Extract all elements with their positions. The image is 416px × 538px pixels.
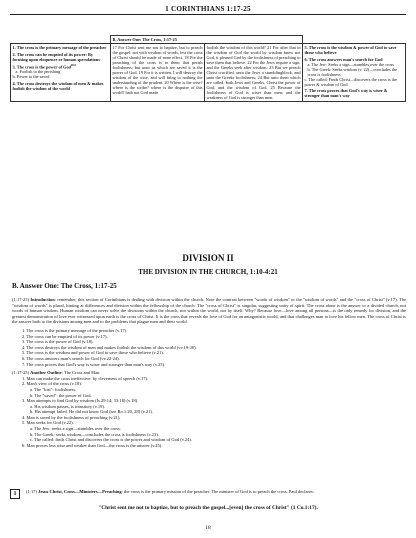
- outline-right-item: 6. The cross answers man's search for God: [304, 56, 383, 62]
- outline-right-subitem: c. The called: Finds Christ—discovers the cross is the power & wisdom of God.: [304, 76, 397, 87]
- another-outline-subitem: a. The "lost": foolishness.: [30, 386, 77, 392]
- division-title: THE DIVISION IN THE CHURCH, 1:10-4:21: [138, 268, 278, 276]
- another-outline-subitem: a. The Jew: seeks a sign—stumbles over the cross.: [30, 426, 121, 432]
- commentary-body: [12, 297, 406, 448]
- outline-left-item: 3. The cross is the power of God$^{DS1}$: [12, 63, 77, 70]
- another-outline-subitem: c. The called: finds Christ and discovers the cross is the power and wisdom of God (v.24).: [30, 437, 192, 443]
- scripture-quote: "Christ sent me not to baptize, but to preach the gospel...[even] the cross of Christ" (1 Co.1:17).: [98, 505, 318, 511]
- scripture-column-1: 17 For Christ sent me not to baptize, but to preach the gospel: not with wisdom of words, lest the cross of Christ should be made of none effect. 18 For the preaching of the cross is to them that perish foolishness; but unto us which are saved it is the power of God. 19 For it is written, I will destroy the wisdom of the wise, and will bring to nothing the understanding of the prudent. 20 Where is the wise? where is the scribe? where is the disputer of this world? hath not God made: [111, 44, 205, 102]
- point-item: 3. The cross is the power of God (v.18).: [22, 339, 94, 345]
- another-outline-item: 4. Man is saved by the foolishness of preaching (v.21).: [22, 414, 121, 420]
- point-item: 1. The cross is the primary message of the preacher (v.17).: [22, 327, 128, 333]
- outline-left-column: [11, 44, 111, 102]
- header-rule: [10, 14, 406, 15]
- point-item: 4. The cross destroys the wisdom of men and makes foolish the wisdom of this world (vv.19-20).: [22, 344, 197, 350]
- outline-left-item: 2. The cross can be emptied of its power: By focusing upon eloquence or human speculations: [12, 51, 100, 62]
- another-outline-item: 5. Man seeks for God (v.22).: [22, 420, 74, 426]
- outline-table: [10, 35, 406, 102]
- another-outline-subitem: b. The Greek: seeks wisdom—concludes the cross is foolishness (v.23).: [30, 431, 159, 437]
- introduction-paragraph: (1:17-25) Introduction: remember, this section of Corinthians is dealing with division within the church. Note the contrast between "words of wisdom" or the "wisdom of words" and the "cross of Christ" (v.17). The "wisdom of words" is plural, hinting at differences and division within the fellowship of the church. The "cross of Christ" is singular, suggesting unity of spirit. The cross alone is the answer to a divided church, not words of human wisdom. Human wisdom can never solve the divisions within the church, nor within the world, not by itself. Why? Because love—love among all persons—is the only remedy for division, and the greatest demonstration of love ever witnessed upon earth is the cross of Christ. It is the cross that reveals the love of God for an antagonistic world, and that challenges man to love his fellow men. The cross of Christ is the answer both to the divisions among men and to the problems that plague men and their world.: [12, 297, 406, 325]
- another-outline-subitem: b. His attempt failed. He did not know God (see Ro.1:20, 28) (v.21).: [30, 409, 153, 415]
- outline-left-subitem: b. Power to the saved: [12, 74, 50, 80]
- ds-reference: DS1: [71, 63, 77, 67]
- another-outline-subitem: b. The "saved": the power of God.: [30, 392, 92, 398]
- outline-header-spacer-right: [303, 36, 406, 44]
- outline-right-item: 7. The cross proves that God's way is wiser & stronger than man's way: [304, 88, 388, 98]
- page-number: 18: [205, 525, 211, 531]
- outline-left-item: 1. The cross is the primary message of the preacher: [12, 45, 107, 50]
- another-outline-subitem: a. His wisdom passes, is transitory (v.19).: [30, 403, 105, 409]
- comment-box-number: 1: [10, 489, 20, 499]
- outline-right-column: [303, 44, 406, 102]
- section-heading: B. Answer One: The Cross, 1:17-25: [12, 282, 117, 290]
- another-outline-item: 6. Man proves less wise and weaker than God—the cross is the answer (v.25).: [22, 442, 163, 448]
- outline-header: B. Answer One: The Cross, 1:17-25: [111, 36, 303, 44]
- outline-left-item: 4. The cross destroys the wisdom of men & makes foolish the wisdom of the world: [12, 80, 104, 91]
- outline-header-spacer-left: [11, 36, 111, 44]
- outline-right-subitem: a. The Jew: Seeks a sign—stumbles over the cross: [307, 61, 394, 67]
- another-outline-heading: (1:17-25) Another Outline: The Cross and Man.: [12, 370, 101, 376]
- point-item: 6. The cross answers man's search for God (vv.22-24).: [22, 355, 120, 361]
- outline-right-item: 5. The cross is the wisdom & power of God to save those who believe: [304, 45, 397, 55]
- outline-left-subitem: a. Foolish to the perishing: [15, 69, 61, 75]
- outline-right-subitem: b. The Greek: Seeks wisdom (v. 22)—concludes the cross is foolishness: [307, 66, 397, 77]
- point-item: 7. The cross proves that God's way is wiser and stronger than man's way (v.25).: [22, 361, 166, 367]
- running-head: 1 CORINTHIANS 1:17-25: [165, 5, 251, 13]
- point-item: 2. The cross can be emptied of its power (v.17).: [22, 333, 108, 339]
- division-number: DIVISION II: [182, 253, 234, 263]
- another-outline-item: 1. Man can make the cross ineffective: by cleverness of speech (v.17).: [22, 375, 149, 381]
- point-item: 5. The cross is the wisdom and power of God to save those who believe (v.21).: [22, 350, 164, 356]
- scripture-column-2: foolish the wisdom of this world? 21 For after that in the wisdom of God the world by wisdom knew not God, it pleased God by the foolishness of preaching to save them that believe. 22 For the Jews require a sign, and the Greeks seek after wisdom: 23 But we preach Christ crucified, unto the Jews a stumblingblock, and unto the Greeks foolishness; 24 But unto them which are called, both Jews and Greeks, Christ the power of God, and the wisdom of God. 25 Because the foolishness of God is wiser than men; and the weakness of God is stronger than men.: [206, 45, 301, 100]
- comment-paragraph: (1:17) Jesus Christ, Cross—Ministers—Preaching: the cross is the primary mission of the preacher. The minister of God is to preach the cross. Paul declares:: [26, 489, 314, 494]
- another-outline-item: 2. Man's view of the cross (v.18).: [22, 381, 82, 387]
- another-outline-item: 3. Man attempts to find God by wisdom (Is.29:14; 33:18) (v.18).: [22, 398, 139, 404]
